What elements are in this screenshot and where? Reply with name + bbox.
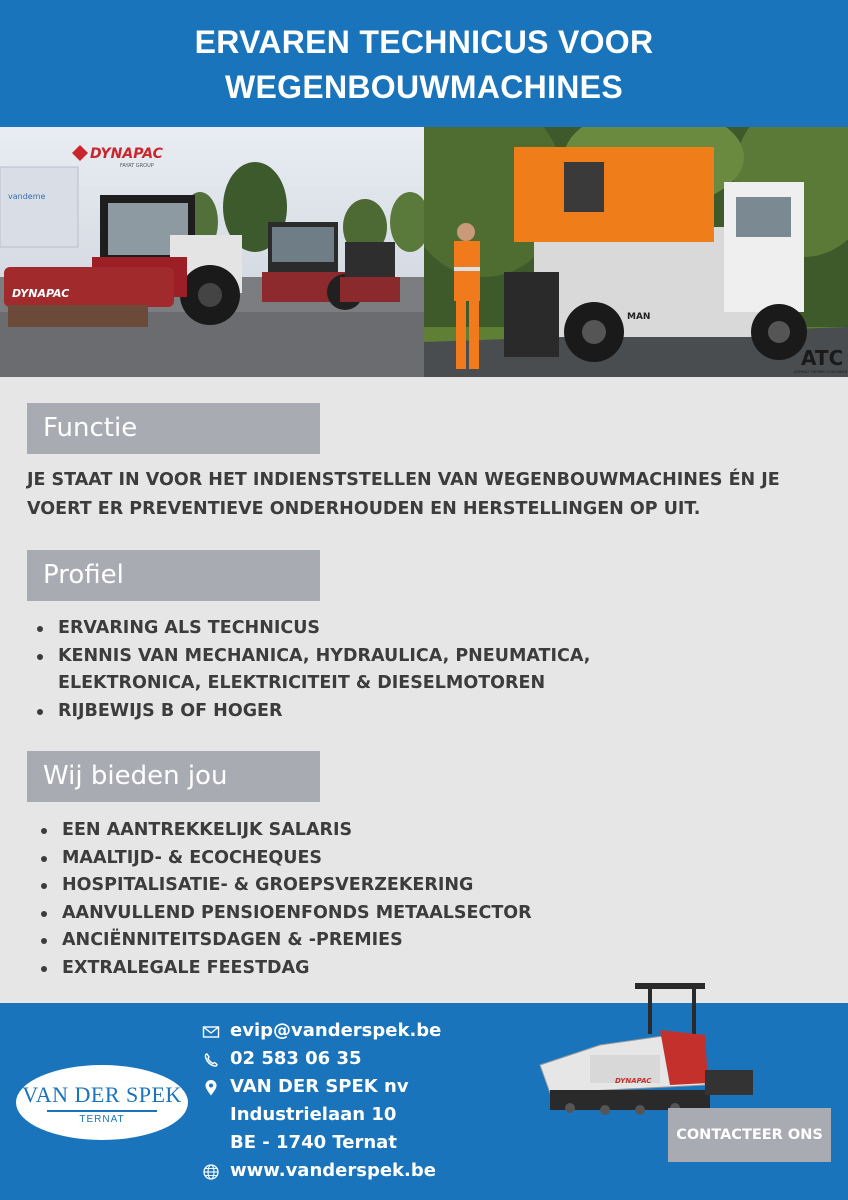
page-title [0, 0, 848, 110]
asphalt-paver-image [530, 975, 760, 1125]
list-item: MAALTIJD- & ECOCHEQUES [36, 845, 736, 873]
contact-website-row[interactable] [200, 1157, 441, 1185]
contact-street: Industrielaan 10 [230, 1104, 397, 1125]
contact-email[interactable]: evip@vanderspek.be [230, 1020, 442, 1041]
dynapac-logo-text: DYNAPAC [90, 146, 163, 162]
contact-address-row [200, 1073, 441, 1101]
roller-dynapac-label: DYNAPAC [12, 287, 70, 300]
contact-website[interactable]: www.vanderspek.be [230, 1160, 436, 1181]
list-item: RIJBEWIJS B OF HOGER [32, 698, 632, 726]
contact-company: VAN DER SPEK nv [230, 1076, 409, 1097]
logo-city: TERNAT [79, 1114, 125, 1125]
atc-logo-sub: ASPHALT THERMO CONTAINER [794, 370, 848, 374]
contact-phone[interactable]: 02 583 06 35 [230, 1048, 362, 1069]
list-item: EEN AANTREKKELIJK SALARIS [36, 817, 736, 845]
header-banner [0, 0, 848, 127]
phone-icon [202, 1051, 220, 1069]
contact-street-row [200, 1101, 441, 1129]
list-item: EXTRALEGALE FEESTDAG [36, 955, 736, 983]
section-label-wij-bieden-jou: Wij bieden jou [27, 751, 320, 802]
contact-phone-row[interactable] [200, 1045, 441, 1073]
fayat-group-text: FAYAT GROUP [120, 163, 154, 169]
section-label-functie: Functie [27, 403, 320, 454]
contact-button[interactable]: CONTACTEER ONS [668, 1108, 831, 1162]
list-item: KENNIS VAN MECHANICA, HYDRAULICA, PNEUMATICA, ELEKTRONICA, ELEKTRICITEIT & DIESELMOTOREN [32, 643, 632, 698]
location-pin-icon [202, 1079, 220, 1097]
globe-icon [202, 1163, 220, 1181]
profiel-list [32, 615, 632, 725]
truck-man-badge: MAN [627, 312, 651, 322]
functie-text: JE STAAT IN VOOR HET INDIENSTSTELLEN VAN WEGENBOUWMACHINES ÉN JE VOERT ER PREVENTIEVE ONDERHOUDEN EN HERSTELLINGEN OP UIT. [27, 470, 780, 519]
photo-atc-truck [424, 127, 848, 377]
page-title-line2: WEGENBOUWMACHINES [225, 69, 623, 105]
paver-dynapac-label: DYNAPAC [615, 1077, 652, 1085]
contact-city-row [200, 1129, 441, 1157]
envelope-icon [202, 1023, 220, 1041]
building-sign: vandeme [8, 192, 46, 201]
photo-dynapac-rollers [0, 127, 424, 377]
logo-divider [47, 1110, 157, 1112]
photo-strip [0, 127, 848, 377]
list-item: ANCIËNNITEITSDAGEN & -PREMIES [36, 927, 736, 955]
bieden-list [36, 817, 736, 982]
contact-block [200, 1017, 441, 1185]
contact-email-row[interactable] [200, 1017, 441, 1045]
van-der-spek-logo [14, 1063, 190, 1142]
atc-logo: ATC [801, 346, 844, 370]
logo-name: VAN DER SPEK [22, 1082, 182, 1107]
list-item: AANVULLEND PENSIOENFONDS METAALSECTOR [36, 900, 736, 928]
section-label-profiel: Profiel [27, 550, 320, 601]
page-title-line1: ERVAREN TECHNICUS VOOR [194, 24, 654, 60]
list-item: HOSPITALISATIE- & GROEPSVERZEKERING [36, 872, 736, 900]
list-item: ERVARING ALS TECHNICUS [32, 615, 632, 643]
contact-city: BE - 1740 Ternat [230, 1132, 397, 1153]
